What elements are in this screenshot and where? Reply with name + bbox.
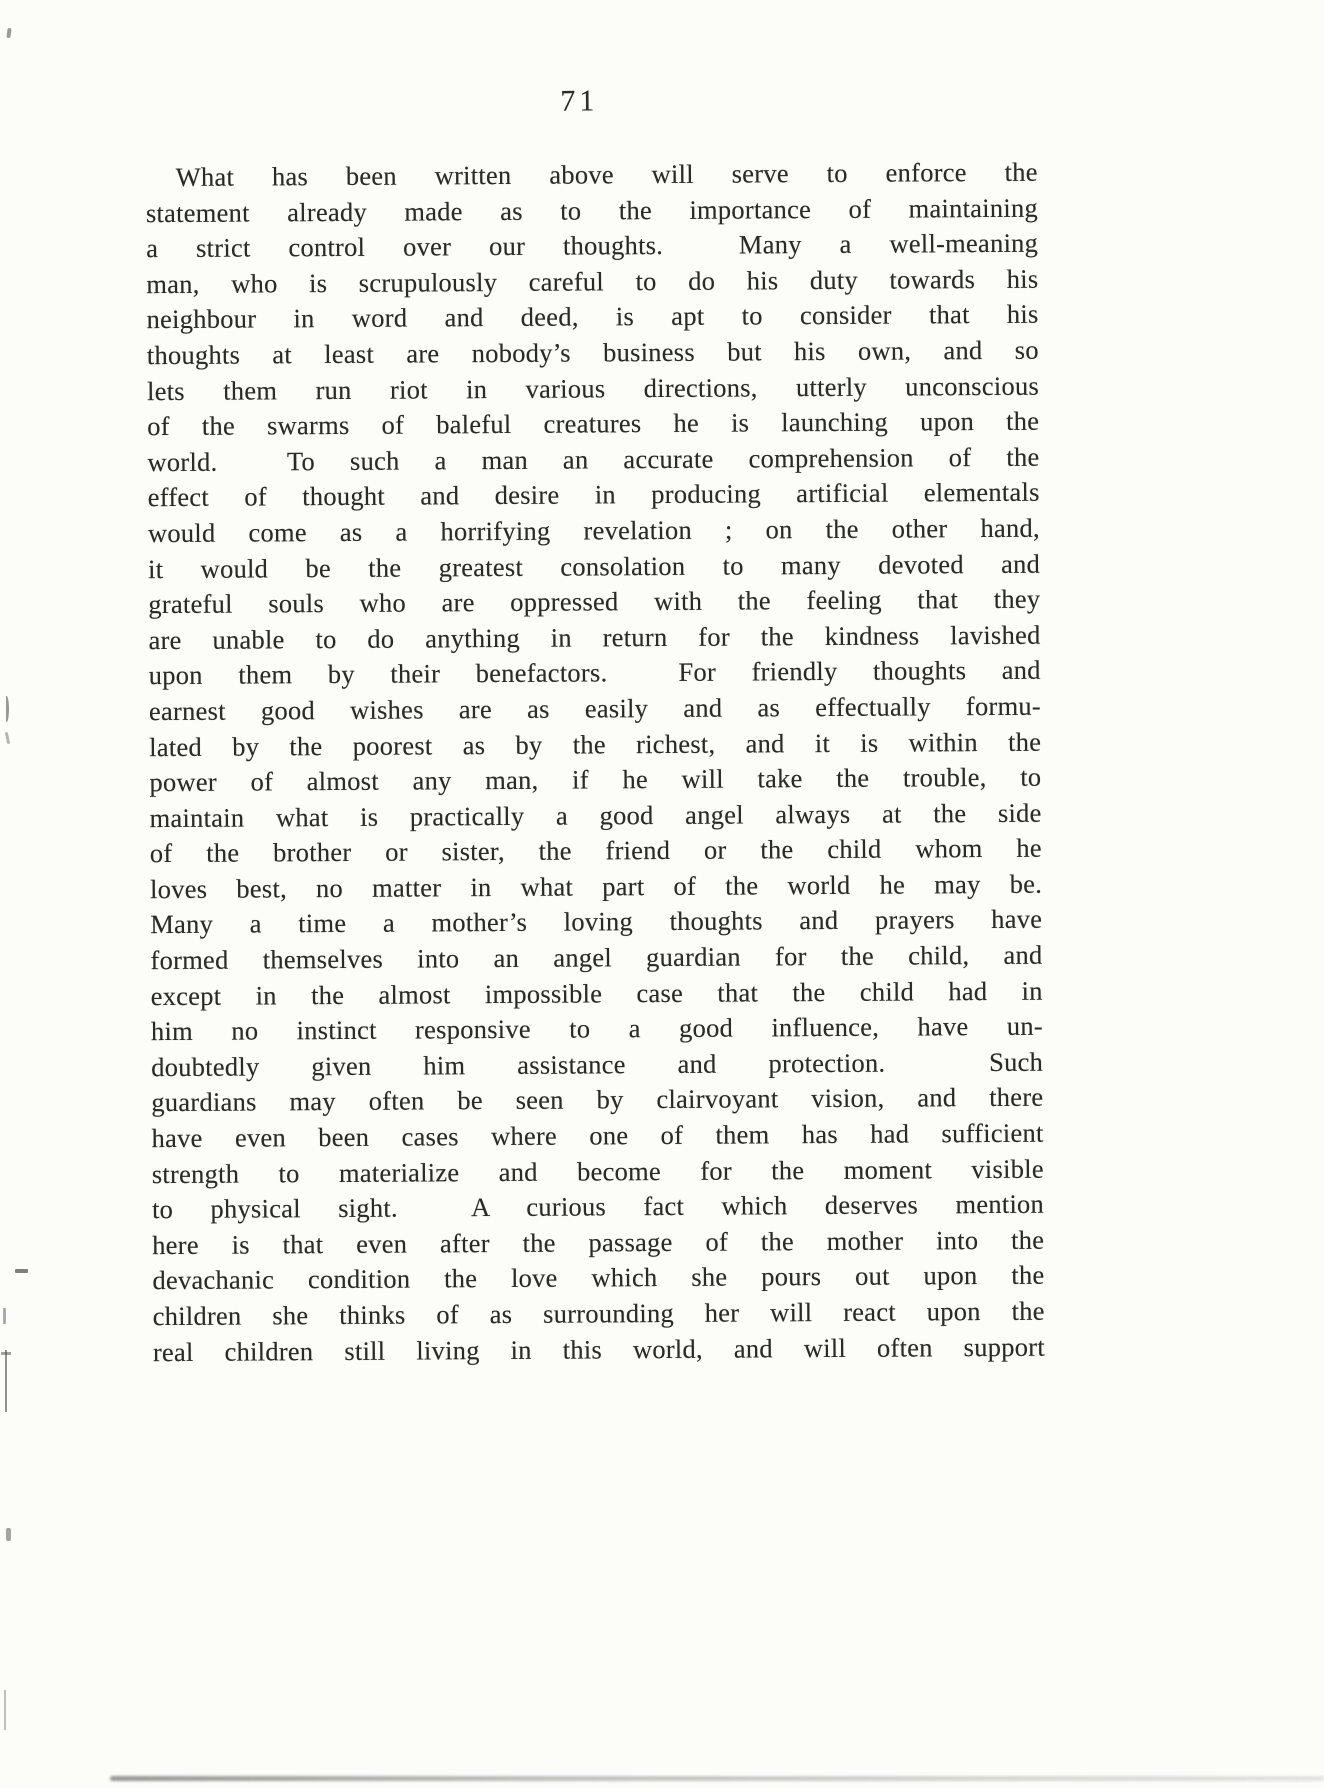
text-line: world. To such a man an accurate comprehension of the xyxy=(147,441,1040,477)
text-line: doubtedly given him assistance and protection. Such xyxy=(151,1046,1044,1082)
text-line: here is that even after the passage of the mother into the xyxy=(152,1224,1045,1260)
text-line: neighbour in word and deed, is apt to consider that his xyxy=(146,299,1039,335)
scan-speck xyxy=(6,1528,11,1541)
text-line: would come as a horrifying revelation ; on the other hand, xyxy=(147,512,1040,549)
text-line: effect of thought and desire in producing artificial elementals xyxy=(147,477,1040,513)
text-line: Many a time a mother’s loving thoughts and prayers have xyxy=(150,904,1043,940)
body-text xyxy=(146,155,1045,1371)
text-line: earnest good wishes are as easily and as effectually formu- xyxy=(148,690,1042,727)
text-line: are unable to do anything in return for the kindness lavished xyxy=(148,619,1041,655)
text-line: him no instinct responsive to a good influence, have un- xyxy=(150,1010,1044,1047)
text-line: thoughts at least are nobody’s business but his own, and so xyxy=(146,334,1039,371)
text-line: maintain what is practically a good angel always at the side xyxy=(149,797,1042,833)
text-line: to physical sight. A curious fact which deserves mention xyxy=(151,1188,1045,1225)
text-line: lets them run riot in various directions, utterly unconscious xyxy=(146,370,1040,406)
text-line: of the brother or sister, the friend or the child whom he xyxy=(149,832,1042,869)
text-line: upon them by their benefactors. For friendly thoughts and xyxy=(148,654,1041,691)
text-line: children she thinks of as surrounding her will react upon the xyxy=(152,1295,1045,1332)
scan-speck xyxy=(3,1308,6,1324)
text-line: guardians may often be seen by clairvoyant vision, and there xyxy=(151,1082,1044,1118)
text-line: strength to materialize and become for the moment visible xyxy=(151,1153,1044,1189)
text-line: formed themselves into an angel guardian for the child, and xyxy=(150,939,1043,976)
text-line: of the swarms of baleful creatures he is launching upon the xyxy=(147,405,1040,442)
text-line: have even been cases where one of them has had sufficient xyxy=(151,1117,1044,1154)
text-line: real children still living in this world, and will often support xyxy=(152,1331,1045,1367)
scan-speck xyxy=(5,1350,7,1412)
page-number: 71 xyxy=(560,84,599,118)
text-line: What has been written above will serve to enforce the xyxy=(175,156,1038,192)
scan-edge-shadow xyxy=(110,1776,1324,1781)
text-line: a strict control over our thoughts. Many a well-meaning xyxy=(146,227,1039,264)
text-line: lated by the poorest as by the richest, and it is within the xyxy=(149,726,1042,762)
text-line: devachanic condition the love which she pours out upon the xyxy=(152,1260,1045,1296)
text-line: loves best, no matter in what part of the world he may be. xyxy=(149,868,1043,905)
text-line: it would be the greatest consolation to many devoted and xyxy=(148,548,1041,584)
scan-speck xyxy=(1,1352,11,1355)
text-line: grateful souls who are oppressed with the feeling that they xyxy=(148,583,1041,620)
text-line: power of almost any man, if he will take the trouble, to xyxy=(149,761,1042,798)
scan-speck xyxy=(15,1269,28,1273)
scan-speck xyxy=(4,1690,6,1730)
text-line: except in the almost impossible case that the child had in xyxy=(150,975,1043,1011)
text-line: man, who is scrupulously careful to do his duty towards his xyxy=(146,263,1039,299)
text-line: statement already made as to the importance of maintaining xyxy=(145,192,1039,228)
